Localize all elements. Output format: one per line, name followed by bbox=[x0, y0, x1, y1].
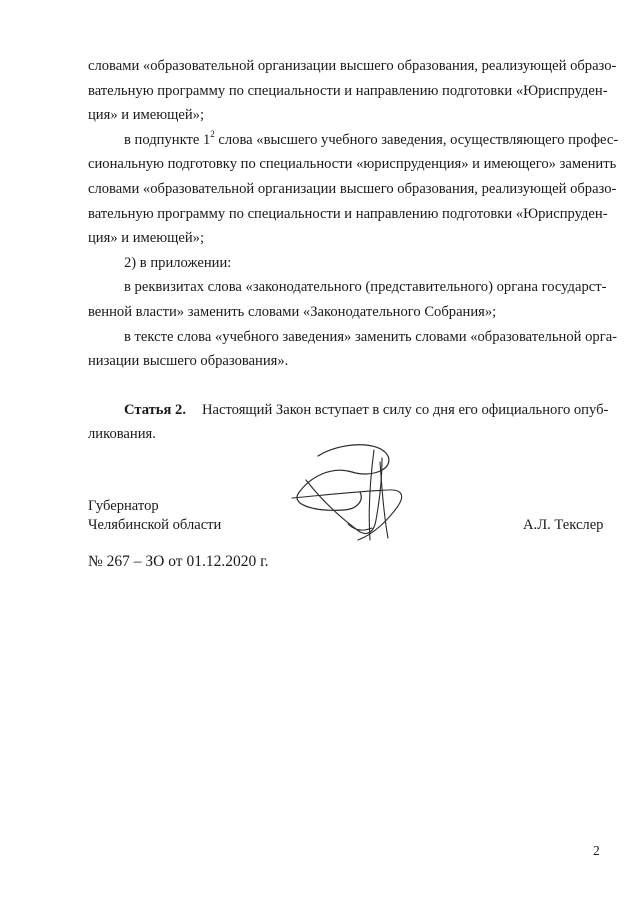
text-line: вательную программу по специальности и направлению подготовки «Юриспруден- bbox=[88, 205, 608, 222]
text-line: 2) в приложении: bbox=[124, 254, 232, 271]
text-fragment: в подпункте 1 bbox=[124, 131, 211, 148]
handwritten-signature bbox=[288, 440, 408, 545]
signatory-position bbox=[88, 497, 221, 535]
law-number: № 267 – ЗО от 01.12.2020 г. bbox=[88, 553, 269, 570]
text-fragment: слова «высшего учебного заведения, осуществляющего профес- bbox=[214, 131, 619, 148]
article-text: Настоящий Закон вступает в силу со дня его официального опуб- bbox=[202, 401, 609, 418]
article-label: Статья 2. bbox=[124, 401, 186, 418]
text-line: ция» и имеющей»; bbox=[88, 107, 205, 124]
signatory-name: А.Л. Текслер bbox=[523, 517, 604, 533]
document-body bbox=[88, 54, 619, 447]
text-line: в реквизитах слова «законодательного (представительного) органа государст- bbox=[124, 279, 607, 296]
text-line: словами «образовательной организации высшего образования, реализующей образо- bbox=[88, 180, 617, 197]
position-line: Губернатор bbox=[88, 498, 159, 514]
page-number: 2 bbox=[593, 843, 600, 858]
text-line: словами «образовательной организации высшего образования, реализующей образо- bbox=[88, 58, 617, 74]
text-line: вательную программу по специальности и направлению подготовки «Юриспруден- bbox=[88, 82, 608, 99]
text-line: в тексте слова «учебного заведения» заменить словами «образовательной орга- bbox=[124, 328, 618, 345]
text-line bbox=[88, 128, 619, 153]
text-line: низации высшего образования». bbox=[88, 353, 289, 370]
text-line: ция» и имеющей»; bbox=[88, 230, 205, 247]
text-line: ликования. bbox=[88, 426, 156, 443]
text-line: сиональную подготовку по специальности «юриспруденция» и имеющего» заменить bbox=[88, 156, 617, 173]
article-2-line bbox=[88, 398, 609, 423]
superscript: 2 bbox=[210, 128, 215, 139]
text-line: венной власти» заменить словами «Законодательного Собрания»; bbox=[88, 303, 497, 320]
position-line: Челябинской области bbox=[88, 517, 222, 533]
